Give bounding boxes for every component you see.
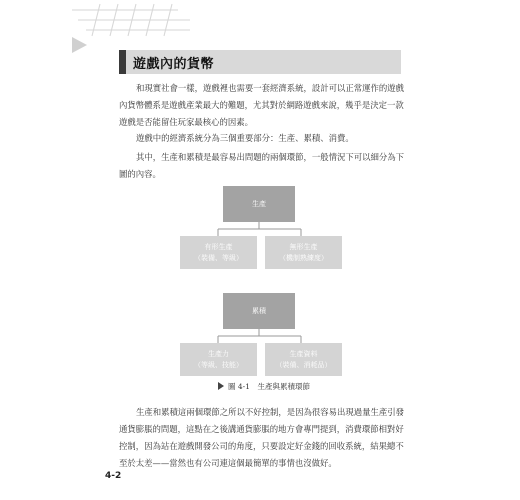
node-label-line1: 無形生產	[289, 242, 318, 251]
node-production	[223, 186, 295, 222]
header-marker	[119, 50, 126, 74]
node-label-line2: （等級、技能）	[194, 360, 243, 369]
section-header	[119, 50, 401, 74]
node-production-label: 生產	[252, 199, 266, 208]
node-accumulation	[223, 293, 295, 329]
paragraph-diagram-lead: 其中，生產和累積是最容易出問題的兩個環節，一般情況下可以細分為下圖的內容。	[119, 152, 404, 179]
figure-caption	[218, 381, 310, 392]
figure-caption-text: 圖 4-1 生產與累積環節	[228, 382, 310, 391]
paragraph-conclusion: 生產和累積這兩個環節之所以不好控制，是因為很容易出現過量生產引發通貨膨脹的問題，這點在之後講通貨膨脹的地方會專門提到，消費環節相對好控制，因為站在遊戲開發公司的角度，只要設定好金錢的回收系統，結果總不至於太差——當然也有公司連這個最簡單的事情也沒做好。	[119, 407, 404, 468]
node-tangible-production	[180, 236, 257, 269]
node-label-line1: 有形生產	[204, 242, 233, 251]
paragraph-intro: 和現實社會一樣，遊戲裡也需要一套經濟系統，設計可以正常運作的遊戲內貨幣體系是遊戲產業最大的難題，尤其對於網路遊戲來說，幾乎是決定一款遊戲是否能留住玩家最核心的因素。	[119, 83, 404, 127]
node-label-line2: （裝備、消耗品）	[275, 360, 332, 369]
page-number: 4-2	[105, 471, 122, 481]
section-title: 遊戲內的貨幣	[133, 57, 215, 72]
node-label-line2: （裝備、等級）	[194, 253, 243, 262]
node-production-materials	[265, 343, 342, 376]
caption-triangle-icon	[218, 382, 224, 390]
node-productivity	[180, 343, 257, 376]
node-intangible-production	[265, 236, 342, 269]
node-label-line1: 生產力	[208, 349, 229, 358]
paragraph-three-parts: 遊戲中的經濟系統分為三個重要部分：生產、累積、消費。	[136, 133, 354, 143]
node-accumulation-label: 累積	[252, 306, 266, 315]
node-label-line1: 生產資料	[289, 349, 318, 358]
node-label-line2: （機制熟練度）	[279, 253, 328, 262]
